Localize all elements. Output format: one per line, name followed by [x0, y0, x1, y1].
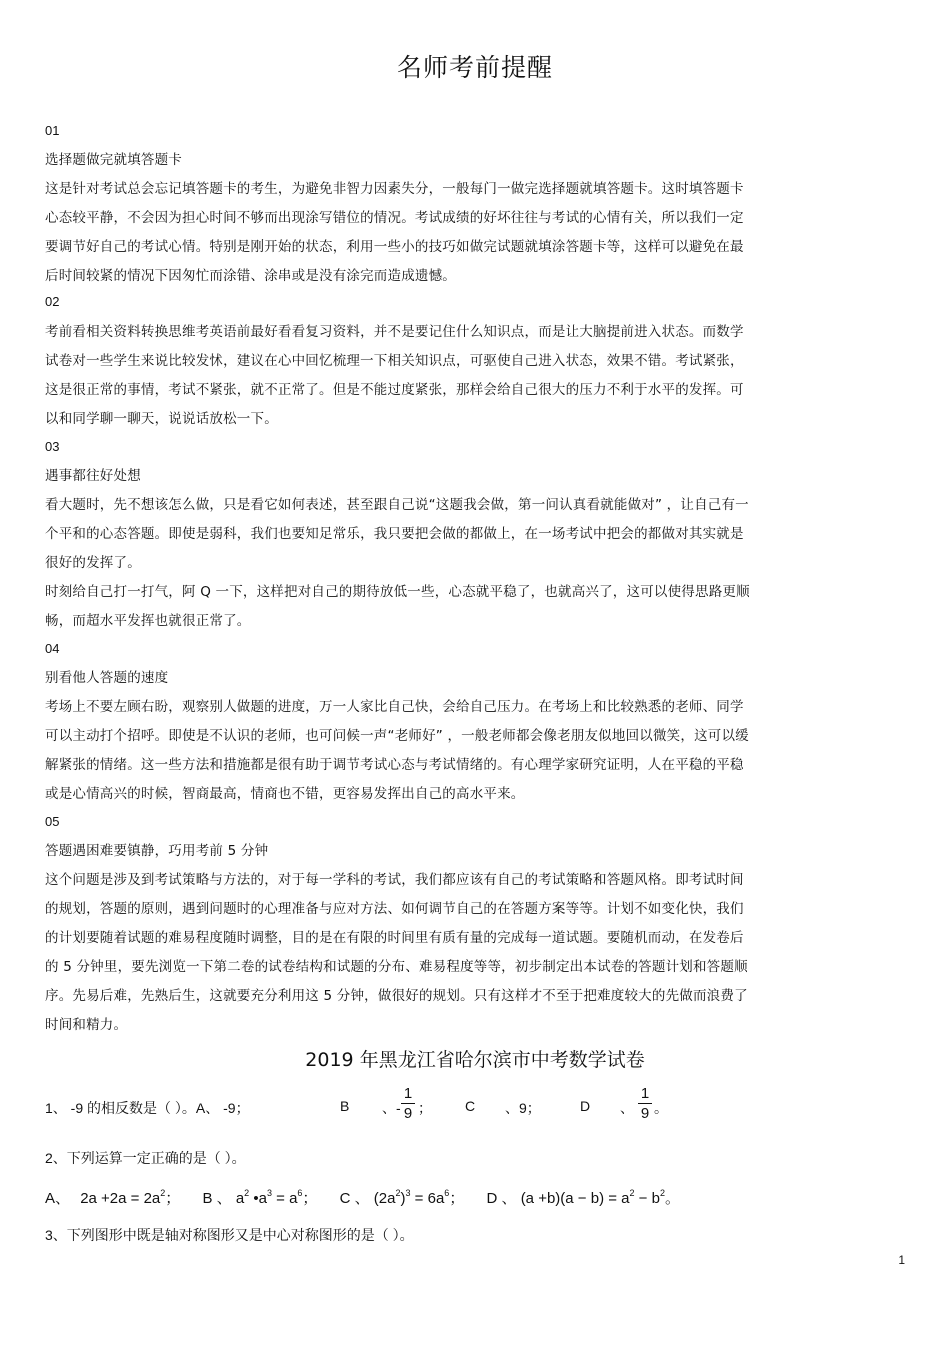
- question-1-option-c-label: C: [465, 1098, 476, 1114]
- question-1-option-b-end: ；: [418, 1100, 432, 1116]
- exponent: 3: [405, 1188, 411, 1198]
- exponent: 2: [659, 1188, 665, 1198]
- exponent: 2: [160, 1188, 166, 1198]
- paragraph-line: 解紧张的情绪。这一些方法和措施都是很有助于调节考试心态与考试情绪的。有心理学家研究证明，人在平稳的平稳: [45, 757, 744, 773]
- exponent: 2: [629, 1188, 635, 1198]
- section-number: 04: [45, 641, 60, 656]
- paragraph-line: 畅，而超水平发挥也就很正常了。: [45, 613, 251, 629]
- fraction-bar: [401, 1103, 415, 1104]
- page-title: 名师考前提醒: [396, 53, 553, 82]
- section-heading: 选择题做完就填答题卡: [45, 152, 182, 168]
- paragraph-line: 序。先易后难，先熟后生，这就要充分利用这 5 分钟，做很好的规划。只有这样才不至于把难度较大的先做而浪费了: [45, 988, 748, 1004]
- option-b-expression-part: •a: [249, 1190, 267, 1207]
- exponent: 2: [395, 1188, 401, 1198]
- question-1-stem: 1、 -9 的相反数是（ ）。A、 -9；: [45, 1100, 250, 1116]
- fraction-bar: [638, 1103, 652, 1104]
- option-b-expression-part: = a: [271, 1190, 298, 1207]
- section-number: 05: [45, 814, 60, 829]
- paragraph-line: 考前看相关资料转换思维考英语前最好看看复习资料，并不是要记住什么知识点，而是让大脑提前进入状态。而数学: [45, 324, 744, 340]
- paragraph-line: 的计划要随着试题的难易程度随时调整，目的是在有限的时间里有质有量的完成每一道试题。要随机而动，在发卷后: [45, 930, 744, 946]
- paragraph-line: 可以主动打个招呼。即使是不认识的老师，也可问候一声“老师好” ，一般老师都会像老朋友似地回以微笑，这可以缓: [45, 728, 749, 744]
- question-1-option-d-label: D: [580, 1098, 591, 1114]
- option-a-label: A、: [45, 1190, 71, 1207]
- exponent: 6: [444, 1188, 450, 1198]
- fraction-numerator: 1: [640, 1085, 650, 1102]
- question-2-options: [45, 1187, 680, 1208]
- fraction-denominator: 9: [640, 1105, 650, 1122]
- option-b-expression: a: [235, 1190, 245, 1207]
- option-b-label: B 、: [202, 1190, 232, 1207]
- paragraph-line: 试卷对一些学生来说比较发怵，建议在心中回忆梳理一下相关知识点，可驱使自己进入状态，效果不错。考试紧张，: [45, 353, 744, 369]
- option-a-end: ；: [165, 1190, 181, 1207]
- section-number: 01: [45, 123, 60, 138]
- paragraph-line: 考场上不要左顾右盼，观察别人做题的进度，万一人家比自己快，会给自己压力。在考场上和比较熟悉的老师、同学: [45, 699, 744, 715]
- section-heading: 答题遇困难要镇静，巧用考前 5 分钟: [45, 843, 269, 859]
- option-d-label: D 、: [486, 1190, 517, 1207]
- question-1-fraction-b: [401, 1085, 415, 1122]
- question-3-stem: 3、下列图形中既是轴对称图形又是中心对称图形的是（ ）。: [45, 1227, 414, 1243]
- question-2-stem: 2、下列运算一定正确的是（ ）。: [45, 1150, 246, 1166]
- exponent: 3: [266, 1188, 272, 1198]
- question-1-option-d-text: 、: [620, 1100, 634, 1116]
- option-b-end: ；: [302, 1190, 318, 1207]
- paragraph-line: 的规划，答题的原则，遇到问题时的心理准备与应对方法、如何调节自己的在答题方案等等。计划不如变化快，我们: [45, 901, 744, 917]
- paragraph-line: 时刻给自己打一打气，阿 Q 一下，这样把对自己的期待放低一些，心态就平稳了，也就高兴了，这可以使得思路更顺: [45, 584, 750, 600]
- paragraph-line: 很好的发挥了。: [45, 555, 141, 571]
- section-heading: 遇事都往好处想: [45, 468, 141, 484]
- option-d-expression: (a +b)(a − b) = a: [520, 1190, 630, 1207]
- section-heading: 别看他人答题的速度: [45, 670, 169, 686]
- exponent: 6: [297, 1188, 303, 1198]
- paragraph-line: 个平和的心态答题。即使是弱科，我们也要知足常乐，我只要把会做的都做上，在一场考试中把会的都做对其实就是: [45, 526, 744, 542]
- paragraph-line: 这是针对考试总会忘记填答题卡的考生，为避免非智力因素失分，一般每门一做完选择题就填答题卡。这时填答题卡: [45, 181, 744, 197]
- option-a-expression: 2a +2a = 2a: [80, 1190, 161, 1207]
- option-c-label: C 、: [339, 1190, 370, 1207]
- question-1-fraction-d: [638, 1085, 652, 1122]
- option-c-expression: (2a: [373, 1190, 396, 1207]
- question-1-option-b-label: B: [340, 1098, 350, 1114]
- paragraph-line: 看大题时，先不想该怎么做，只是看它如何表述，甚至跟自己说“这题我会做，第一问认真看就能做对” ，让自己有一: [45, 497, 749, 513]
- option-c-expression-part: = 6a: [410, 1190, 445, 1207]
- paragraph-line: 的 5 分钟里，要先浏览一下第二卷的试卷结构和试题的分布、难易程度等等，初步制定出本试卷的答题计划和答题顺: [45, 959, 748, 975]
- option-c-expression-part: ): [400, 1190, 406, 1207]
- paragraph-line: 要调节好自己的考试心情。特别是刚开始的状态，利用一些小的技巧如做完试题就填涂答题卡等，这样可以避免在最: [45, 239, 744, 255]
- option-d-end: 。: [664, 1190, 680, 1207]
- question-1-option-b-text: 、-: [382, 1100, 401, 1116]
- exam-title: 2019 年黑龙江省哈尔滨市中考数学试卷: [305, 1049, 645, 1071]
- paragraph-line: 这个问题是涉及到考试策略与方法的，对于每一学科的考试，我们都应该有自己的考试策略和答题风格。即考试时间: [45, 872, 744, 888]
- paragraph-line: 后时间较紧的情况下因匆忙而涂错、涂串或是没有涂完而造成遗憾。: [45, 268, 456, 284]
- section-number: 02: [45, 294, 60, 309]
- paragraph-line: 心态较平静，不会因为担心时间不够而出现涂写错位的情况。考试成绩的好坏往往与考试的心情有关，所以我们一定: [45, 210, 744, 226]
- paragraph-line: 这是很正常的事情，考试不紧张，就不正常了。但是不能过度紧张，那样会给自己很大的压力不利于水平的发挥。可: [45, 382, 744, 398]
- option-c-end: ；: [449, 1190, 465, 1207]
- fraction-numerator: 1: [403, 1085, 413, 1102]
- paragraph-line: 以和同学聊一聊天，说说话放松一下。: [45, 411, 278, 427]
- question-1-option-c-text: 、9；: [505, 1100, 541, 1116]
- paragraph-line: 时间和精力。: [45, 1017, 128, 1033]
- page-number: 1: [898, 1253, 905, 1267]
- section-number: 03: [45, 439, 60, 454]
- option-d-expression-part: − b: [634, 1190, 660, 1207]
- exponent: 2: [244, 1188, 250, 1198]
- paragraph-line: 或是心情高兴的时候，智商最高，情商也不错，更容易发挥出自己的高水平来。: [45, 786, 525, 802]
- question-1-option-d-end: 。: [654, 1100, 668, 1116]
- fraction-denominator: 9: [403, 1105, 413, 1122]
